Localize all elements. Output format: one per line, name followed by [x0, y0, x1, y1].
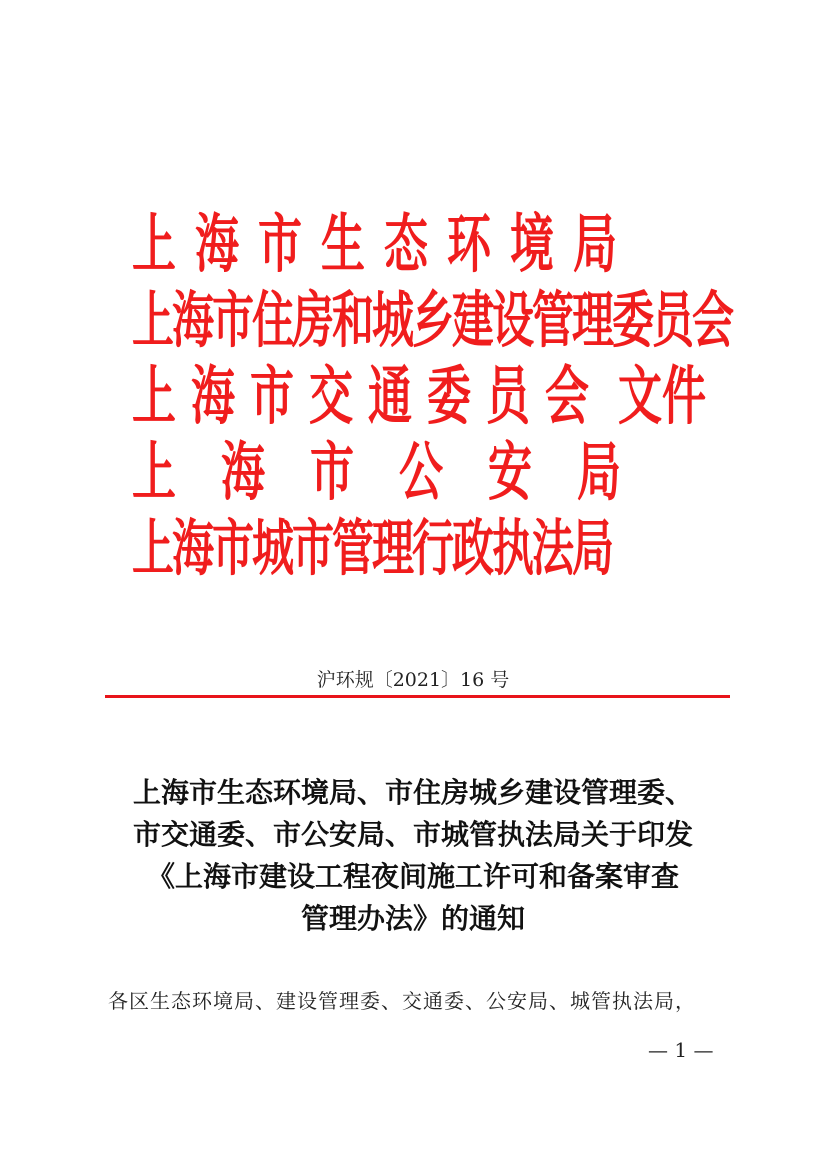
issuer-housing-construction-commission: 上海市住房和城乡建设管理委员会 — [132, 284, 733, 356]
document-suffix: 文件 — [618, 360, 706, 435]
title-line-2: 市交通委、市公安局、市城管执法局关于印发 — [132, 818, 693, 851]
document-title — [80, 772, 746, 940]
title-line-4: 管理办法》的通知 — [300, 902, 525, 935]
issuer-transport-commission-name: 上海市交通委员会 — [132, 360, 604, 435]
salutation: 各区生态环境局、建设管理委、交通委、公安局、城管执法局， — [108, 989, 696, 1013]
title-line-1: 上海市生态环境局、市住房城乡建设管理委、 — [132, 776, 693, 809]
page-number: — 1 — — [648, 1038, 714, 1062]
issuer-urban-management-bureau: 上海市城市管理行政执法局 — [132, 512, 613, 584]
document-number: 沪环规〔2021〕16 号 — [316, 669, 510, 691]
title-line-3: 《上海市建设工程夜间施工许可和备案审查 — [146, 860, 679, 893]
issuer-transport-commission — [132, 360, 706, 435]
red-divider-line — [105, 695, 730, 698]
issuer-public-security-bureau: 上海市公安局 — [132, 436, 666, 511]
issuer-ecology-environment-bureau: 上海市生态环境局 — [132, 208, 636, 283]
